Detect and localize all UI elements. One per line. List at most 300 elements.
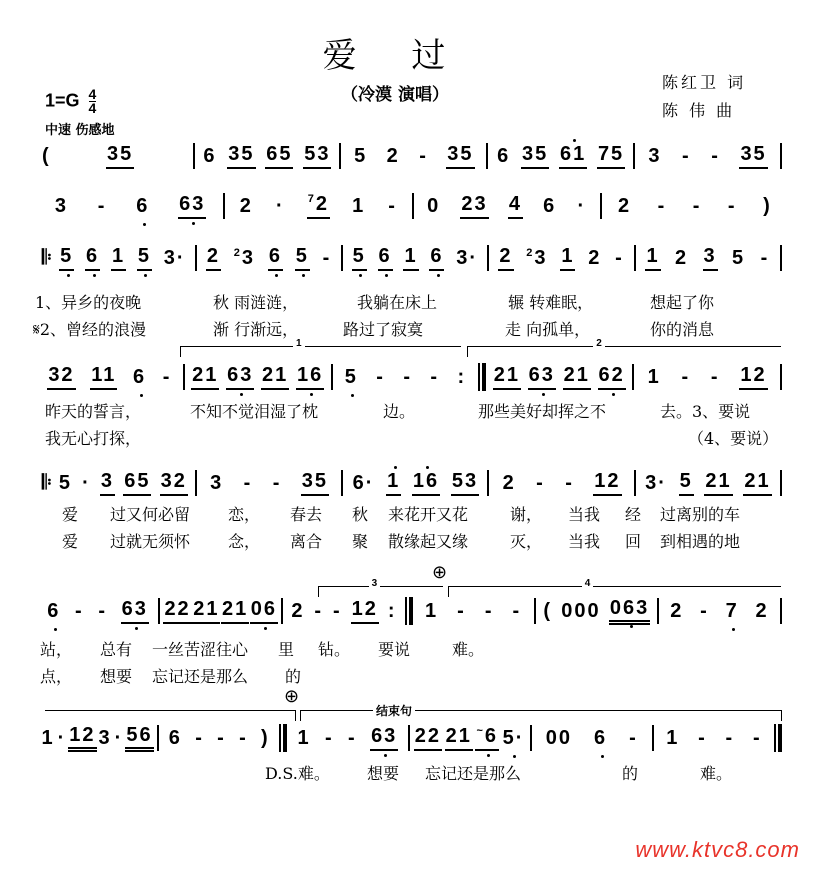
note <box>135 195 150 218</box>
note-value: - <box>217 726 226 749</box>
singer-credit: （冷漠 演唱） <box>341 85 449 105</box>
note <box>597 143 625 169</box>
note-value: 35 <box>301 470 329 492</box>
grace-note: ~ <box>476 725 485 737</box>
ending-bracket <box>300 704 782 721</box>
measure <box>344 143 483 169</box>
note-value: 2 <box>315 193 329 215</box>
measure <box>40 193 220 219</box>
note-value: 4 <box>508 193 522 215</box>
note-value: 3· <box>163 246 186 269</box>
note-value: 5 <box>295 245 309 267</box>
measure <box>413 725 527 751</box>
note-value: 3 <box>98 726 112 749</box>
note-value: : <box>387 599 397 622</box>
note-value: 63 <box>371 725 398 747</box>
volta-label: 4 <box>582 578 594 589</box>
note-value: - <box>692 194 702 217</box>
note <box>163 247 187 270</box>
barline <box>157 725 159 751</box>
note <box>647 366 662 389</box>
note-value: · <box>275 194 285 217</box>
note-value: 6· <box>352 471 375 494</box>
lyric-segment: 爱 <box>62 532 79 551</box>
note-value: · <box>114 726 124 749</box>
note <box>191 364 219 390</box>
measure <box>51 143 190 169</box>
composer: 陈 伟 曲 <box>662 101 736 120</box>
note <box>475 725 499 751</box>
measure <box>639 470 777 496</box>
note <box>508 193 523 219</box>
note <box>178 193 206 219</box>
note-value: 6 <box>268 245 282 267</box>
note-value: 2 <box>670 599 684 622</box>
note <box>57 727 68 750</box>
measure <box>639 245 777 271</box>
note <box>97 195 108 218</box>
note <box>123 470 151 496</box>
note-value: 56 <box>126 724 153 746</box>
note-value: 2 <box>386 144 400 167</box>
barline <box>780 364 782 390</box>
lyric-segment: 当我 <box>568 505 601 524</box>
note-value: 32 <box>160 470 187 492</box>
note <box>268 245 283 271</box>
note-value: · <box>82 471 91 494</box>
lyric-segment: 的 <box>285 667 302 686</box>
note <box>226 364 254 390</box>
volta-label: 3 <box>369 578 381 589</box>
note <box>97 600 108 623</box>
grace-note: 7 <box>307 193 316 205</box>
note <box>238 727 249 750</box>
lyric-segment: 想要 <box>100 667 133 686</box>
note-value: 12 <box>594 470 621 492</box>
intro-bracket <box>45 710 296 721</box>
note-value: 6 <box>86 245 100 267</box>
note-value: - <box>430 365 440 388</box>
measure <box>336 366 476 389</box>
open-paren: ( <box>42 144 49 167</box>
note-value: - <box>682 144 691 167</box>
note <box>227 143 255 169</box>
measure <box>200 470 338 496</box>
note <box>307 193 330 219</box>
lyric-segment: 想起了你 <box>650 293 715 312</box>
note <box>347 727 358 750</box>
note-value: 63 <box>121 598 148 620</box>
note-value: - <box>348 726 357 749</box>
note-value: 5 <box>354 144 368 167</box>
note-value: 12 <box>351 598 378 620</box>
note <box>456 366 467 389</box>
lyric-segment: D.S.难。 <box>265 764 330 783</box>
note <box>560 245 575 271</box>
note-value: - <box>333 599 342 622</box>
note-value: 21 <box>563 364 590 386</box>
measure <box>40 364 180 390</box>
note <box>402 366 413 389</box>
note-value: - <box>698 726 707 749</box>
note <box>351 195 366 218</box>
note <box>59 245 74 271</box>
note <box>535 472 546 495</box>
lyric-segment: 辗 转难眠， <box>508 293 594 312</box>
note <box>265 143 293 169</box>
note <box>493 364 521 390</box>
note <box>168 727 183 750</box>
lyric-segment: 的 <box>622 764 639 783</box>
lyric-segment: 那些美好却挥之不 <box>478 402 607 421</box>
note <box>657 195 668 218</box>
lyric-segment: 恋， <box>228 505 261 524</box>
lyric-segment: 我无心打探， <box>45 429 142 448</box>
lyric-segment: 路过了寂寞 <box>343 320 424 339</box>
note <box>261 364 289 390</box>
note-value: 16 <box>296 364 324 386</box>
note <box>233 247 256 270</box>
notation-row <box>40 243 785 273</box>
note <box>414 725 442 751</box>
barline <box>634 470 636 496</box>
time-top: 4 <box>88 86 97 102</box>
note <box>679 470 694 496</box>
lyric-segment: 春去 <box>290 505 323 524</box>
note-value: - <box>388 194 397 217</box>
note <box>121 598 149 624</box>
note <box>644 472 668 495</box>
note <box>295 245 310 271</box>
note-value: 3 <box>54 194 68 217</box>
note <box>576 195 587 218</box>
barline <box>193 143 195 169</box>
note <box>674 247 689 270</box>
note-value: - <box>681 365 691 388</box>
measure <box>605 195 785 218</box>
note-value: 65 <box>124 470 151 492</box>
note <box>502 727 526 750</box>
note-value: 3 <box>534 246 548 269</box>
note-value: 6 <box>378 245 392 267</box>
lyric-segment: 点， <box>40 667 73 686</box>
note-value: 62 <box>598 364 625 386</box>
note-value: - <box>752 726 762 749</box>
note <box>563 364 591 390</box>
note <box>426 195 441 218</box>
note-value: 000 <box>561 599 601 622</box>
note <box>496 145 511 168</box>
note-value: 1 <box>647 365 661 388</box>
note <box>521 143 549 169</box>
lyric-segment: 过离别的车 <box>660 505 741 524</box>
note <box>386 145 401 168</box>
barline <box>331 364 333 390</box>
measure <box>492 470 630 496</box>
note <box>221 598 249 624</box>
note <box>243 472 254 495</box>
measure <box>198 143 337 169</box>
note-value: 1 <box>297 726 311 749</box>
measure <box>638 143 777 169</box>
barline <box>223 193 225 219</box>
note <box>460 193 488 219</box>
note <box>351 598 379 624</box>
lyric-segment: 一丝苦涩往心 <box>152 640 249 659</box>
note-value: 23 <box>461 193 488 215</box>
lyric-segment: 谢， <box>510 505 543 524</box>
lyric-segment: 忘记还是那么 <box>152 667 249 686</box>
note-value: 22 <box>164 598 191 620</box>
barline <box>780 143 782 169</box>
note <box>752 727 763 750</box>
note <box>290 600 305 623</box>
note <box>194 727 205 750</box>
note <box>429 366 440 389</box>
barline <box>534 598 536 624</box>
barline <box>780 470 782 496</box>
measure <box>54 470 192 496</box>
lyric-segment: 念， <box>228 532 261 551</box>
note-value: 5 <box>60 245 74 267</box>
note-value: 12 <box>740 364 767 386</box>
note <box>260 727 271 750</box>
note-value: 21 <box>222 598 249 620</box>
note <box>725 600 740 623</box>
note <box>114 727 125 750</box>
measure <box>54 245 192 271</box>
note-value: 6 <box>133 365 147 388</box>
note-value: - <box>727 194 737 217</box>
note <box>250 598 278 624</box>
note-value: 1 <box>41 726 55 749</box>
note <box>564 472 575 495</box>
measure <box>416 600 531 623</box>
measure <box>491 143 630 169</box>
note-value: 2 <box>755 599 769 622</box>
note-value: - <box>615 246 624 269</box>
measure <box>417 193 597 219</box>
note <box>387 600 398 623</box>
measure <box>492 245 630 271</box>
note <box>81 472 92 495</box>
notation-row <box>40 468 785 498</box>
note <box>725 727 736 750</box>
note-value: 5 <box>679 470 693 492</box>
note-value: 5 <box>352 245 366 267</box>
measure <box>637 364 777 390</box>
note-value: 3 <box>100 470 115 492</box>
note-value: 5 <box>137 245 151 267</box>
lyric-segment: 聚 <box>352 532 369 551</box>
note <box>378 245 393 271</box>
lyric-segment: 昨天的誓言， <box>45 402 142 421</box>
note-value: - <box>700 599 709 622</box>
lyric-segment: 总有 <box>100 640 133 659</box>
lyric-segment: 过就无须怀 <box>110 532 191 551</box>
double-barline <box>279 724 287 752</box>
note <box>46 600 61 623</box>
note <box>593 470 621 496</box>
lyric-segment: 当我 <box>568 532 601 551</box>
note <box>456 600 467 623</box>
measure <box>40 598 155 624</box>
measure <box>535 727 649 750</box>
note <box>455 247 479 270</box>
barline <box>195 245 197 271</box>
note <box>98 727 113 750</box>
note <box>85 245 100 271</box>
note <box>680 366 691 389</box>
note-value: 5 <box>732 246 746 269</box>
note <box>528 364 556 390</box>
note-value: 2 <box>617 194 632 217</box>
lyric-segment: 𝄋2、曾经的浪漫 <box>33 320 147 339</box>
note-value: 0 <box>427 194 441 217</box>
note <box>727 195 738 218</box>
grace-note: 2 <box>233 246 242 259</box>
note <box>47 364 75 390</box>
lyric-segment: 过又何必留 <box>110 505 191 524</box>
note <box>344 366 359 389</box>
note <box>106 143 134 169</box>
barline <box>339 143 341 169</box>
note <box>681 145 692 168</box>
lyric-segment: 回 <box>625 532 642 551</box>
note-value: 5· <box>502 726 525 749</box>
double-barline <box>478 363 486 391</box>
barline <box>634 245 636 271</box>
barline <box>632 364 634 390</box>
note-value: - <box>322 246 332 269</box>
note <box>669 600 684 623</box>
repeat-start: 𝄆 <box>42 246 52 269</box>
double-barline <box>774 724 782 752</box>
barline <box>657 598 659 624</box>
note-value: 6 <box>497 144 511 167</box>
note-value: 63 <box>179 193 206 215</box>
note <box>760 247 771 270</box>
measure <box>346 470 484 496</box>
note-value: - <box>272 471 282 494</box>
note <box>692 195 703 218</box>
barline <box>633 143 635 169</box>
barline <box>600 193 602 219</box>
note <box>542 600 553 623</box>
volta-2 <box>467 338 781 357</box>
note <box>451 470 479 496</box>
note-value: 3· <box>645 471 667 494</box>
note-value: 6 <box>484 725 499 747</box>
note <box>239 195 254 218</box>
note <box>41 727 56 750</box>
note <box>313 600 324 623</box>
time-bottom: 4 <box>88 100 97 116</box>
note <box>192 598 220 624</box>
lyric-segment: 忘记还是那么 <box>425 764 522 783</box>
note-value: 22 <box>414 725 442 747</box>
note-value: 7 <box>725 599 739 622</box>
note <box>587 247 602 270</box>
note <box>137 245 152 271</box>
barline <box>408 725 410 751</box>
note-value: 3 <box>210 471 224 494</box>
note <box>111 245 126 271</box>
note <box>739 143 767 169</box>
note-value: - <box>711 144 720 167</box>
note <box>593 727 608 750</box>
note <box>162 366 173 389</box>
note-value: 21 <box>262 364 289 386</box>
barline <box>652 725 654 751</box>
note <box>429 245 444 271</box>
note <box>445 725 473 751</box>
lyric-segment: 难。 <box>700 764 733 783</box>
note <box>54 195 69 218</box>
note-value: - <box>725 726 735 749</box>
note-value: - <box>760 246 770 269</box>
note-value: - <box>162 365 172 388</box>
notation-row <box>40 191 785 221</box>
note-value: 21 <box>493 364 520 386</box>
note-value: 06 <box>250 598 278 620</box>
note <box>163 598 191 624</box>
note-value: - <box>314 599 324 622</box>
measure <box>40 724 154 752</box>
note-value: 2 <box>239 194 253 217</box>
measure <box>539 597 654 625</box>
barline <box>183 364 185 390</box>
note-value: 063 <box>609 597 650 619</box>
note-value: 3· <box>456 246 479 269</box>
notation-row <box>40 596 785 626</box>
note-value: 35 <box>228 143 255 165</box>
note-value: 21 <box>445 725 472 747</box>
lyric-segment: 边。 <box>383 402 416 421</box>
barline <box>195 470 197 496</box>
lyric-segment: 灭， <box>510 532 543 551</box>
volta-1 <box>180 338 461 357</box>
barline <box>281 598 283 624</box>
lyric-segment: 离合 <box>290 532 323 551</box>
lyric-segment: 来花开又花 <box>388 505 469 524</box>
note-value: - <box>376 365 385 388</box>
note-value: 11 <box>91 364 117 386</box>
note <box>617 195 632 218</box>
measure <box>346 245 484 271</box>
note-value: 6 <box>168 726 182 749</box>
barline <box>158 598 160 624</box>
note <box>697 727 708 750</box>
note <box>525 247 548 270</box>
note <box>125 724 153 752</box>
volta-4 <box>448 578 781 597</box>
note-value: 12 <box>69 724 96 746</box>
note-value: - <box>195 726 204 749</box>
note <box>202 145 217 168</box>
lyric-segment: （4、要说） <box>688 429 779 448</box>
note <box>502 472 517 495</box>
lyric-segment: 我躺在床上 <box>357 293 438 312</box>
note-value: 1 <box>404 245 418 267</box>
note <box>90 364 117 390</box>
note-value: 63 <box>227 364 254 386</box>
note <box>296 364 324 390</box>
note <box>375 366 386 389</box>
note-value: 00 <box>545 726 572 749</box>
note <box>559 143 587 169</box>
note <box>699 600 710 623</box>
